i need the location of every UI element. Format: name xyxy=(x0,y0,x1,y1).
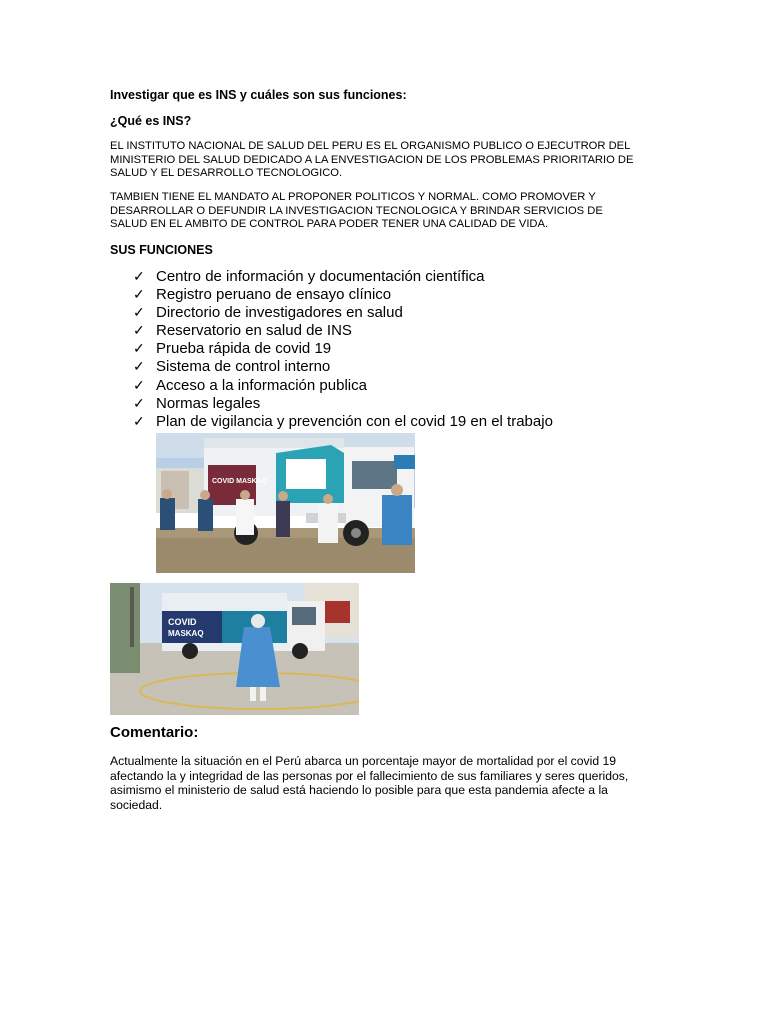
truck-label: COVID MASKAQ xyxy=(212,478,268,485)
photo-team-covid-truck xyxy=(156,433,415,573)
checkmark-icon: ✓ xyxy=(133,322,145,339)
paragraph-line: MINISTERIO DEL SALUD DEDICADO A LA ENVESTIGACION DE LOS PROBLEMAS PRIORITARIO DE xyxy=(110,153,634,166)
paragraph-line: DESARROLLAR O DEFUNDIR LA INVESTIGACION TECNOLOGICA Y BRINDAR SERVICIOS DE xyxy=(110,204,603,217)
checkmark-icon: ✓ xyxy=(133,358,145,375)
functions-list xyxy=(133,267,553,430)
document-title: Investigar que es INS y cuáles son sus funciones: xyxy=(110,88,407,102)
paragraph-line: sociedad. xyxy=(110,797,163,812)
list-item: ✓ Centro de información y documentación científica xyxy=(133,268,485,285)
list-item: ✓ Plan de vigilancia y prevención con el covid 19 en el trabajo xyxy=(133,412,553,430)
paragraph-line: TAMBIEN TIENE EL MANDATO AL PROPONER POLITICOS Y NORMAL. COMO PROMOVER Y xyxy=(110,191,596,203)
list-item: ✓ Sistema de control interno xyxy=(133,358,331,376)
paragraph-ins-mandate xyxy=(110,191,670,232)
list-item: ✓ Reservatorio en salud de INS xyxy=(133,322,352,340)
list-item: ✓ Registro peruano de ensayo clínico xyxy=(133,286,392,304)
paragraph-line: SALUD Y EL DESARROLLO TECNOLOGICO. xyxy=(110,167,343,179)
checkmark-icon: ✓ xyxy=(133,304,145,321)
checkmark-icon: ✓ xyxy=(133,340,145,357)
paragraph-line: asimismo el ministerio de salud está haciendo lo posible para que esta pandemia afecte a la xyxy=(110,783,608,797)
checkmark-icon: ✓ xyxy=(133,286,145,303)
paragraph-line: Actualmente la situación en el Perú abarca un porcentaje mayor de mortalidad por el covid 19 xyxy=(110,754,617,768)
checkmark-icon: ✓ xyxy=(133,376,145,393)
checkmark-icon: ✓ xyxy=(133,412,145,429)
list-item: ✓ Normas legales xyxy=(133,394,261,412)
list-item: ✓ Directorio de investigadores en salud xyxy=(133,304,403,322)
svg-text:MASKAQ: MASKAQ xyxy=(168,629,204,638)
comment-heading: Comentario: xyxy=(110,724,199,741)
photo-health-worker-truck xyxy=(110,583,359,715)
list-item: ✓ Prueba rápida de covid 19 xyxy=(133,340,332,358)
paragraph-line: EL INSTITUTO NACIONAL DE SALUD DEL PERU ES EL ORGANISMO PUBLICO O EJECUTROR DEL xyxy=(110,140,631,152)
question-heading: ¿Qué es INS? xyxy=(110,114,192,128)
comment-paragraph xyxy=(110,754,670,812)
paragraph-ins-definition xyxy=(110,140,670,181)
paragraph-line: SALUD EN EL AMBITO DE CONTROL PARA PODER TENER UNA CALIDAD DE VIDA. xyxy=(110,218,549,230)
functions-heading: SUS FUNCIONES xyxy=(110,243,213,257)
svg-text:COVID: COVID xyxy=(168,617,197,627)
list-item: ✓ Acceso a la información publica xyxy=(133,376,367,394)
paragraph-line: afectando la y integridad de las personas por el fallecimiento de sus familiares y seres queridos, xyxy=(110,768,629,783)
checkmark-icon: ✓ xyxy=(133,394,145,411)
checkmark-icon: ✓ xyxy=(133,268,145,284)
